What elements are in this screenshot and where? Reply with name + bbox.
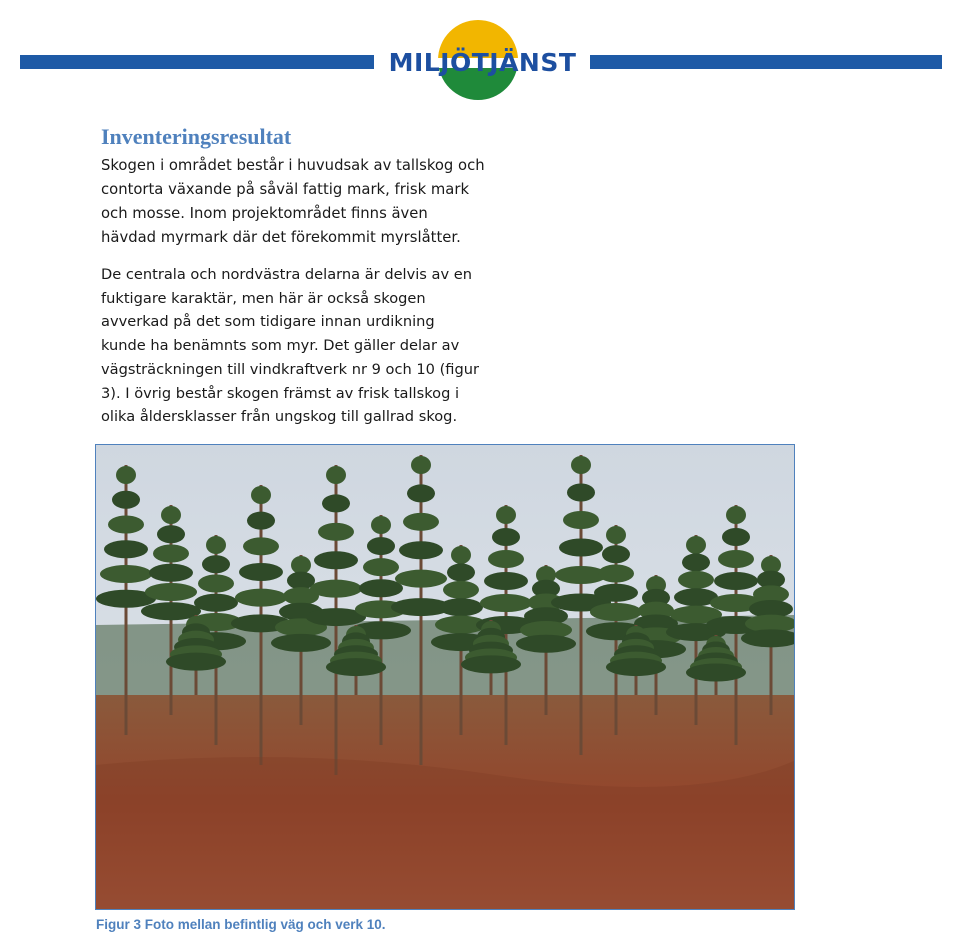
header-band-left <box>20 55 374 69</box>
forest-photo <box>95 444 795 910</box>
paragraph-line: kunde ha benämnts som myr. Det gäller delar av <box>101 337 460 355</box>
paragraph-line: avverkad på det som tidigare innan urdikning <box>101 313 435 331</box>
header-band-right <box>590 55 942 69</box>
section-heading: Inventeringsresultat <box>101 124 292 149</box>
paragraph-line: och mosse. Inom projektområdet finns även <box>101 205 428 222</box>
figure-caption: Figur 3 Foto mellan befintlig väg och verk 10. <box>96 917 386 932</box>
paragraph-line: 3). I övrig består skogen främst av frisk tallskog i <box>101 384 460 402</box>
forest-photo-illustration <box>96 445 795 910</box>
paragraph-line: fuktigare karaktär, men här är också skogen <box>101 289 426 307</box>
miljotjanst-logo <box>380 18 585 106</box>
paragraph-line: De centrala och nordvästra delarna är delvis av en <box>101 266 472 283</box>
paragraph-line: hävdad myrmark där det förekommit myrslåtter. <box>101 229 461 246</box>
paragraph-1 <box>101 154 485 250</box>
paragraph-line: Skogen i området består i huvudsak av tallskog och <box>101 157 485 174</box>
paragraph-line: olika åldersklasser från ungskog till gallrad skog. <box>101 408 458 426</box>
paragraph-line: contorta växande på såväl fattig mark, frisk mark <box>101 181 470 198</box>
logo-text: MILJÖTJÄNST <box>388 48 577 77</box>
paragraph-2 <box>101 263 479 429</box>
paragraph-line: vägsträckningen till vindkraftverk nr 9 och 10 (figur <box>101 360 479 378</box>
